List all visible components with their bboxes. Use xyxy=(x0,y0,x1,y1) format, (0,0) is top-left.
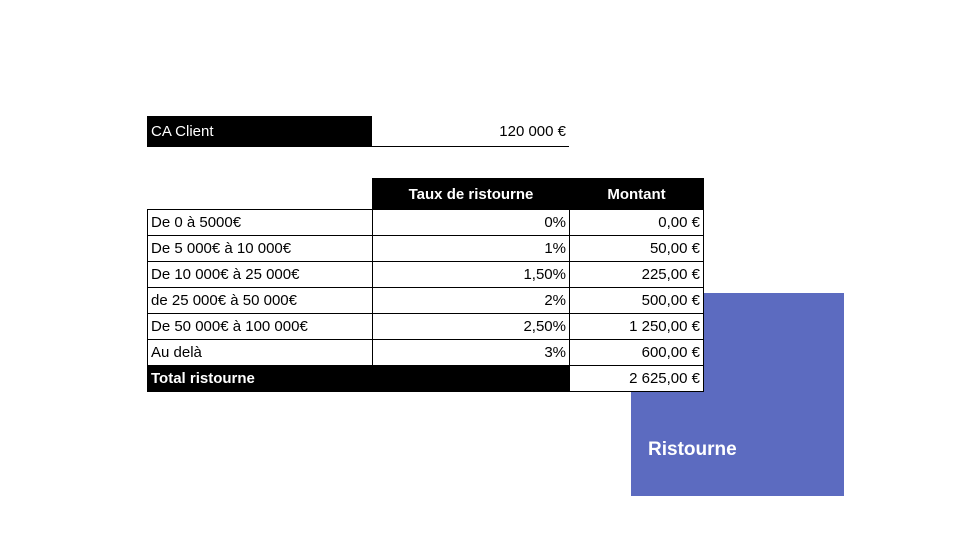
row-amount: 0,00 € xyxy=(570,210,704,236)
ca-client-value: 120 000 € xyxy=(372,116,569,147)
row-rate: 0% xyxy=(373,210,570,236)
ca-client-label: CA Client xyxy=(147,116,372,147)
row-range: De 5 000€ à 10 000€ xyxy=(148,236,373,262)
row-rate: 2% xyxy=(373,288,570,314)
row-range: Au delà xyxy=(148,340,373,366)
header-blank-cell xyxy=(148,179,373,210)
total-label: Total ristourne xyxy=(148,366,570,392)
row-range: de 25 000€ à 50 000€ xyxy=(148,288,373,314)
row-amount: 225,00 € xyxy=(570,262,704,288)
row-rate: 1,50% xyxy=(373,262,570,288)
table-row xyxy=(148,210,704,236)
row-amount: 600,00 € xyxy=(570,340,704,366)
table-row xyxy=(148,340,704,366)
row-amount: 500,00 € xyxy=(570,288,704,314)
row-amount: 50,00 € xyxy=(570,236,704,262)
row-range: De 10 000€ à 25 000€ xyxy=(148,262,373,288)
table-row xyxy=(148,288,704,314)
total-amount: 2 625,00 € xyxy=(570,366,704,392)
row-range: De 0 à 5000€ xyxy=(148,210,373,236)
ristourne-box-label: Ristourne xyxy=(648,439,737,460)
table-row xyxy=(148,314,704,340)
table-header-row xyxy=(148,179,704,210)
row-rate: 3% xyxy=(373,340,570,366)
header-rate: Taux de ristourne xyxy=(373,179,570,210)
rebate-table xyxy=(147,178,704,392)
row-rate: 1% xyxy=(373,236,570,262)
table-row xyxy=(148,262,704,288)
row-rate: 2,50% xyxy=(373,314,570,340)
row-amount: 1 250,00 € xyxy=(570,314,704,340)
row-range: De 50 000€ à 100 000€ xyxy=(148,314,373,340)
header-amount: Montant xyxy=(570,179,704,210)
table-row xyxy=(148,236,704,262)
total-row xyxy=(148,366,704,392)
